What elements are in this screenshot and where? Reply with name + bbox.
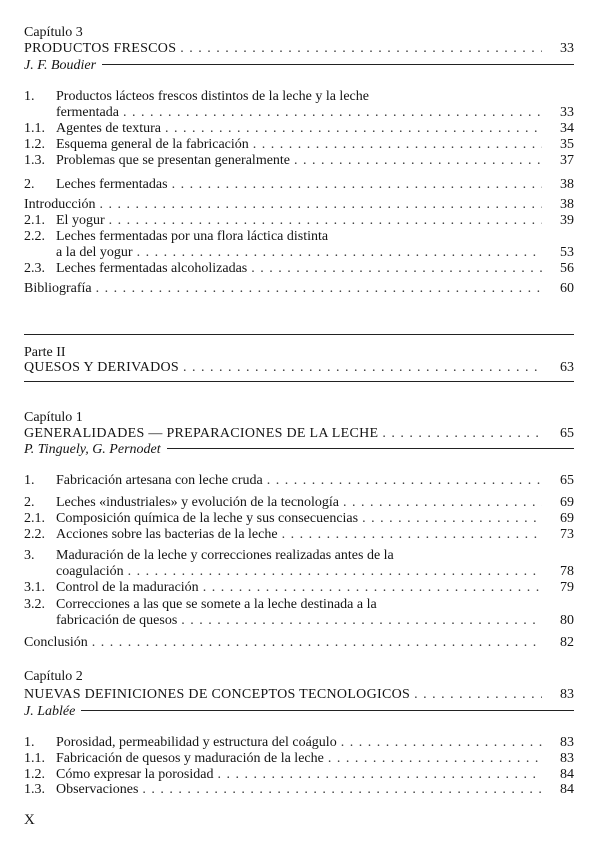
author-rule: [167, 448, 574, 449]
toc-entry[interactable]: [24, 88, 574, 105]
entry-title: Fabricación de quesos y maduración de la leche: [56, 751, 324, 766]
entry-title-continuation: fermentada: [56, 105, 119, 120]
leader-dots: [165, 120, 542, 137]
entry-number: 2.2.: [24, 229, 45, 244]
part-title-row[interactable]: [24, 359, 574, 376]
entry-number: 1.: [24, 735, 35, 750]
page-number: 83: [560, 751, 574, 766]
section-rule-top: [24, 334, 574, 335]
toc-entry[interactable]: [24, 734, 574, 751]
entry-title: Bibliografía: [24, 281, 92, 296]
entry-title: Agentes de textura: [56, 121, 161, 136]
part-label: Parte II: [24, 345, 66, 360]
entry-title: Porosidad, permeabilidad y estructura del coágulo: [56, 735, 337, 750]
entry-title: Acciones sobre las bacterias de la leche: [56, 527, 278, 542]
leader-dots: [137, 244, 542, 261]
chapter-title-row[interactable]: [24, 686, 574, 703]
leader-dots: [341, 734, 542, 751]
toc-entry[interactable]: [24, 472, 574, 489]
entry-number: 1.: [24, 89, 35, 104]
toc-entry-continuation[interactable]: [24, 104, 574, 121]
leader-dots: [142, 781, 542, 798]
leader-dots: [253, 136, 542, 153]
entry-number: 1.2.: [24, 767, 45, 782]
page-number: 53: [560, 245, 574, 260]
entry-title: Control de la maduración: [56, 580, 199, 595]
leader-dots: [109, 212, 542, 229]
entry-title-continuation: a la del yogur: [56, 245, 133, 260]
toc-entry[interactable]: [24, 781, 574, 798]
toc-entry[interactable]: [24, 176, 574, 193]
chapter-label: Capítulo 2: [24, 669, 83, 684]
page-number: 83: [560, 687, 574, 702]
page-number: 38: [560, 177, 574, 192]
chapter-label: Capítulo 1: [24, 410, 83, 425]
toc-entry-continuation[interactable]: [24, 563, 574, 580]
toc-entry[interactable]: [24, 260, 574, 277]
leader-dots: [294, 152, 542, 169]
chapter-title: GENERALIDADES — PREPARACIONES DE LA LECHE: [24, 426, 379, 441]
page-number: 60: [560, 281, 574, 296]
page-number: 39: [560, 213, 574, 228]
leader-dots: [328, 750, 542, 767]
toc-entry-continuation[interactable]: [24, 244, 574, 261]
entry-number: 1.2.: [24, 137, 45, 152]
entry-title: Composición química de la leche y sus consecuencias: [56, 511, 359, 526]
toc-entry-continuation[interactable]: [24, 612, 574, 629]
leader-dots: [92, 634, 542, 651]
page-number: 73: [560, 527, 574, 542]
toc-entry[interactable]: [24, 750, 574, 767]
entry-number: 1.1.: [24, 751, 45, 766]
entry-number: 2.: [24, 177, 35, 192]
entry-number: 1.3.: [24, 153, 45, 168]
toc-entry[interactable]: [24, 152, 574, 169]
page-number: 33: [560, 105, 574, 120]
leader-dots: [267, 472, 542, 489]
toc-entry[interactable]: [24, 196, 574, 213]
leader-dots: [183, 359, 542, 376]
leader-dots: [382, 425, 542, 442]
entry-number: 2.2.: [24, 527, 45, 542]
page-number: 63: [560, 360, 574, 375]
author-line: [24, 57, 574, 75]
entry-number: 2.3.: [24, 261, 45, 276]
entry-title: Cómo expresar la porosidad: [56, 767, 214, 782]
toc-entry[interactable]: [24, 510, 574, 527]
chapter-label: Capítulo 3: [24, 25, 83, 40]
page-number: 84: [560, 782, 574, 797]
entry-title: Leches fermentadas por una flora láctica distinta: [56, 229, 329, 244]
page-number: 35: [560, 137, 574, 152]
page-number: 38: [560, 197, 574, 212]
leader-dots: [123, 104, 542, 121]
leader-dots: [203, 579, 542, 596]
entry-title: Maduración de la leche y correcciones realizadas antes de la: [56, 548, 394, 563]
toc-entry[interactable]: [24, 579, 574, 596]
entry-title-continuation: coagulación: [56, 564, 124, 579]
page-number: 78: [560, 564, 574, 579]
entry-number: 3.2.: [24, 597, 45, 612]
author: J. F. Boudier: [24, 58, 97, 73]
toc-entry[interactable]: [24, 120, 574, 137]
author: P. Tinguely, G. Pernodet: [24, 442, 161, 457]
leader-dots: [96, 280, 542, 297]
chapter-title-row[interactable]: [24, 425, 574, 442]
entry-number: 2.1.: [24, 511, 45, 526]
entry-title: Problemas que se presentan generalmente: [56, 153, 291, 168]
chapter-title-row[interactable]: [24, 40, 574, 57]
author-line: [24, 703, 574, 721]
entry-number: 1.3.: [24, 782, 45, 797]
leader-dots: [362, 510, 542, 527]
entry-title: Observaciones: [56, 782, 139, 797]
entry-title: Leches fermentadas alcoholizadas: [56, 261, 248, 276]
leader-dots: [100, 196, 542, 213]
section-rule-bottom: [24, 381, 574, 382]
chapter-title: PRODUCTOS FRESCOS: [24, 41, 177, 56]
leader-dots: [282, 526, 542, 543]
toc-entry[interactable]: [24, 596, 574, 613]
page-number: 34: [560, 121, 574, 136]
page-number: 82: [560, 635, 574, 650]
entry-number: 2.1.: [24, 213, 45, 228]
page-number: 33: [560, 41, 574, 56]
page-number: 80: [560, 613, 574, 628]
leader-dots: [172, 176, 542, 193]
entry-title: Productos lácteos frescos distintos de la leche y la leche: [56, 89, 369, 104]
entry-title: El yogur: [56, 213, 105, 228]
toc-entry[interactable]: [24, 526, 574, 543]
author: J. Lablée: [24, 704, 76, 719]
entry-number: 3.1.: [24, 580, 45, 595]
page-number: 56: [560, 261, 574, 276]
page-number: 83: [560, 735, 574, 750]
toc-entry[interactable]: [24, 547, 574, 564]
entry-title-continuation: fabricación de quesos: [56, 613, 178, 628]
toc-entry[interactable]: [24, 136, 574, 153]
page-folio: X: [24, 812, 35, 828]
entry-number: 2.: [24, 495, 35, 510]
entry-title: Esquema general de la fabricación: [56, 137, 249, 152]
leader-dots: [414, 686, 542, 703]
leader-dots: [180, 40, 542, 57]
entry-title: Correcciones a las que se somete a la leche destinada a la: [56, 597, 377, 612]
entry-title: Introducción: [24, 197, 96, 212]
entry-title: Conclusión: [24, 635, 88, 650]
toc-entry[interactable]: [24, 634, 574, 651]
toc-entry[interactable]: [24, 494, 574, 511]
page-number: 65: [560, 426, 574, 441]
leader-dots: [343, 494, 542, 511]
leader-dots: [251, 260, 542, 277]
entry-number: 1.: [24, 473, 35, 488]
entry-title: Leches «industriales» y evolución de la tecnología: [56, 495, 340, 510]
page-number: 79: [560, 580, 574, 595]
author-line: [24, 441, 574, 459]
page-number: 84: [560, 767, 574, 782]
toc-entry[interactable]: [24, 212, 574, 229]
leader-dots: [128, 563, 542, 580]
toc-entry[interactable]: [24, 280, 574, 297]
entry-number: 1.1.: [24, 121, 45, 136]
page-number: 65: [560, 473, 574, 488]
entry-title: Leches fermentadas: [56, 177, 168, 192]
toc-entry[interactable]: [24, 228, 574, 245]
author-rule: [81, 710, 574, 711]
leader-dots: [181, 612, 542, 629]
chapter-title: NUEVAS DEFINICIONES DE CONCEPTOS TECNOLOGICOS: [24, 687, 411, 702]
page-number: 69: [560, 511, 574, 526]
author-rule: [102, 64, 574, 65]
entry-number: 3.: [24, 548, 35, 563]
entry-title: Fabricación artesana con leche cruda: [56, 473, 263, 488]
page-number: 37: [560, 153, 574, 168]
part-title: QUESOS Y DERIVADOS: [24, 360, 180, 375]
page-number: 69: [560, 495, 574, 510]
